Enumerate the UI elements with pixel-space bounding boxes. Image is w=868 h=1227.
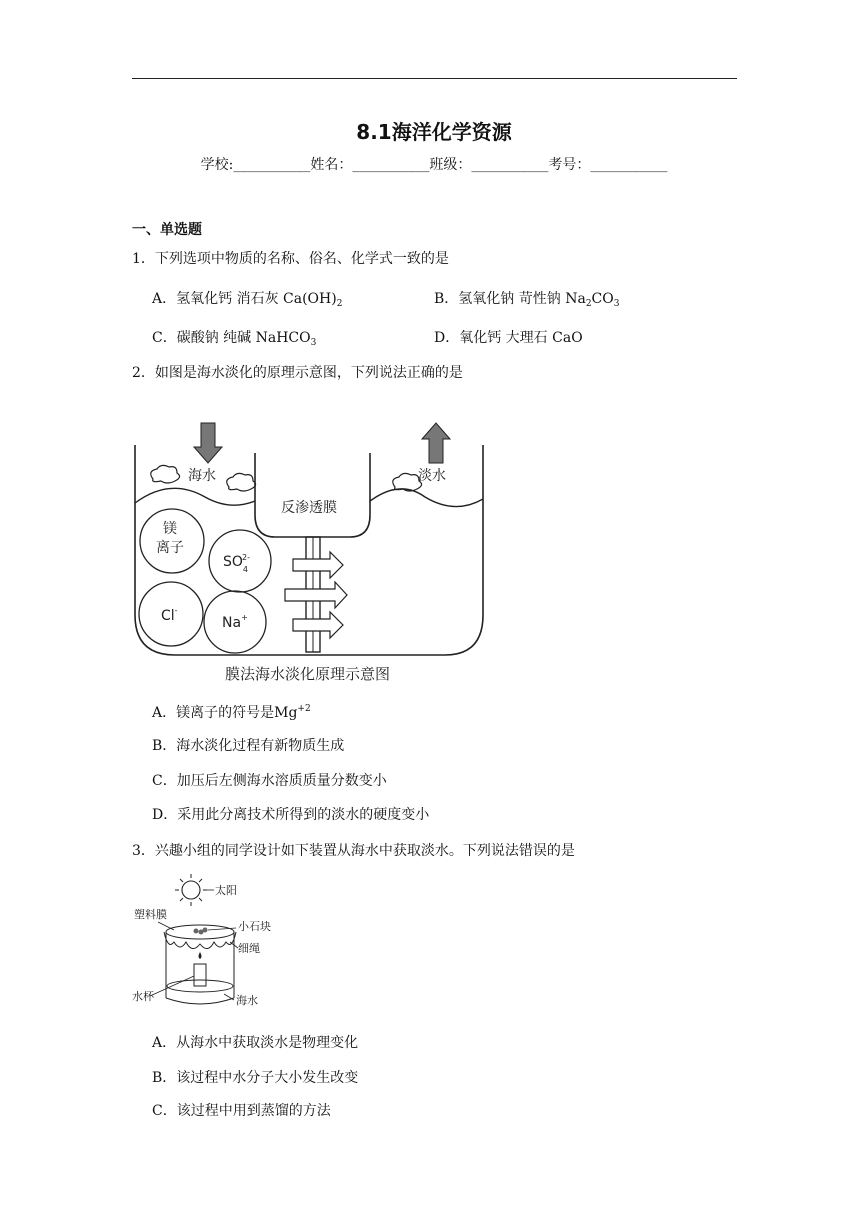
q2-option-d-letter: D． <box>152 807 178 823</box>
sulfate-ion-label: $SO_42-$ <box>223 553 250 574</box>
q3-option-a-letter: A． <box>152 1035 177 1051</box>
q2-option-d <box>152 806 429 824</box>
q2-option-d-text: 采用此分离技术所得到的淡水的硬度变小 <box>177 807 430 823</box>
q1-option-d-letter: D． <box>434 330 460 346</box>
q3-option-c-letter: C． <box>152 1103 177 1119</box>
q2-option-a-text: 镁离子的符号是Mg <box>176 705 298 721</box>
q1-option-d-formula: CaO <box>552 330 583 346</box>
freshwater-label: 淡水 <box>418 468 446 484</box>
q1-option-c-formula: NaHCO <box>255 330 311 346</box>
rope-label: 细绳 <box>238 942 260 955</box>
student-info-line: 学校:___________姓名：___________班级：___________考号：___________ <box>200 157 668 173</box>
q2-option-a-letter: A． <box>152 705 177 721</box>
mg-ion-label-2: 离子 <box>156 540 184 556</box>
diagram-caption: 膜法海水淡化原理示意图 <box>225 665 391 683</box>
solar-still-diagram <box>128 870 288 1015</box>
q3-option-b <box>152 1069 358 1087</box>
sun-label: 太阳 <box>215 884 237 897</box>
q3-option-a <box>152 1034 358 1052</box>
q1-option-b-formula: Na <box>565 291 586 307</box>
q1-option-b-tail: CO <box>591 291 614 307</box>
seawater-label-q3: 海水 <box>236 994 258 1007</box>
plastic-film-label: 塑料膜 <box>134 908 167 921</box>
q1-option-b-letter: B． <box>434 291 459 307</box>
question-1-stem: 1．下列选项中物质的名称、俗名、化学式一致的是 <box>132 251 449 267</box>
q3-option-a-text: 从海水中获取淡水是物理变化 <box>176 1035 359 1051</box>
header-rule <box>132 78 737 79</box>
q3-option-c-text: 该过程中用到蒸馏的方法 <box>176 1103 331 1119</box>
q1-option-b-sub2: 3 <box>613 299 620 309</box>
q1-option-c <box>152 329 316 352</box>
membrane-label: 反渗透膜 <box>281 500 337 516</box>
q2-option-c-text: 加压后左侧海水溶质质量分数变小 <box>176 773 387 789</box>
question-3-stem: 3．兴趣小组的同学设计如下装置从海水中获取淡水。下列说法错误的是 <box>132 843 575 859</box>
page-title: 8.1海洋化学资源 <box>356 120 512 144</box>
q2-option-c <box>152 772 387 790</box>
q2-option-b <box>152 737 344 755</box>
section-heading: 一、单选题 <box>132 222 202 238</box>
q1-option-d <box>434 329 583 347</box>
q3-option-c <box>152 1102 331 1120</box>
q3-option-b-text: 该过程中水分子大小发生改变 <box>176 1070 359 1086</box>
chloride-ion-label: Cl- <box>161 606 178 624</box>
desalination-diagram <box>125 415 495 690</box>
stone-label: 小石块 <box>238 920 271 933</box>
q1-option-c-letter: C． <box>152 330 177 346</box>
q1-option-a-letter: A． <box>152 291 177 307</box>
q2-option-b-letter: B． <box>152 738 177 754</box>
q1-option-a-text: 氢氧化钙 消石灰 <box>176 291 284 307</box>
mg-ion-label-1: 镁 <box>163 521 177 537</box>
q2-option-a <box>152 700 311 722</box>
q2-option-c-letter: C． <box>152 773 177 789</box>
q1-option-a <box>152 290 342 313</box>
seawater-label: 海水 <box>188 468 216 484</box>
q1-option-c-sub: 3 <box>310 338 317 348</box>
sodium-ion-label: Na+ <box>222 613 248 631</box>
cup-label: 水杯 <box>132 990 154 1003</box>
q1-option-b-text: 氢氧化钠 苛性钠 <box>458 291 566 307</box>
q1-option-a-formula: Ca(OH) <box>283 291 337 307</box>
q2-option-a-sup: +2 <box>297 704 311 714</box>
q1-option-b-sub: 2 <box>585 299 592 309</box>
q1-option-c-text: 碳酸钠 纯碱 <box>176 330 256 346</box>
q1-option-b <box>434 290 619 313</box>
q1-option-d-text: 氧化钙 大理石 <box>459 330 553 346</box>
question-2-stem: 2．如图是海水淡化的原理示意图，下列说法正确的是 <box>132 365 463 381</box>
q1-option-a-sub: 2 <box>336 299 343 309</box>
q2-option-b-text: 海水淡化过程有新物质生成 <box>176 738 345 754</box>
q3-option-b-letter: B． <box>152 1070 177 1086</box>
